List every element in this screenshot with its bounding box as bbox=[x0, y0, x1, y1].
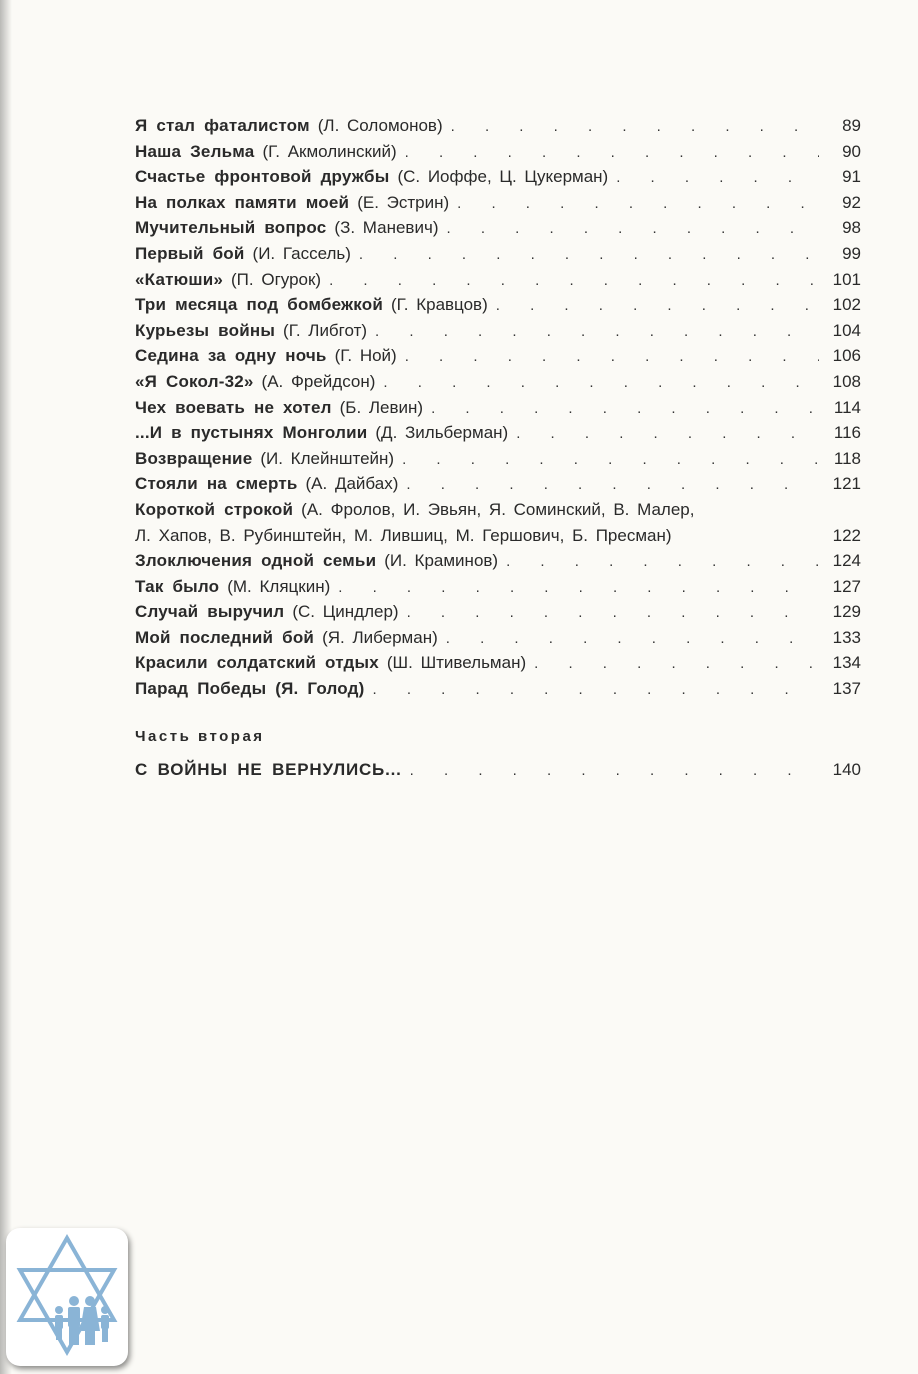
entry-author: (С. Циндлер) bbox=[292, 602, 399, 622]
dot-leader bbox=[616, 169, 819, 186]
dot-leader bbox=[431, 400, 819, 417]
entry-page: 129 bbox=[832, 602, 861, 622]
entry-author: (Г. Акмолинский) bbox=[262, 141, 397, 161]
watermark-logo bbox=[6, 1228, 128, 1366]
dot-leader bbox=[359, 246, 819, 263]
toc-entry bbox=[135, 321, 861, 347]
table-of-contents bbox=[135, 116, 861, 705]
entry-author: (Г. Кравцов) bbox=[390, 295, 488, 315]
entry-author: (С. Иоффе, Ц. Цукерман) bbox=[397, 167, 609, 187]
dot-leader bbox=[383, 374, 819, 391]
entry-author: (Г. Ной) bbox=[334, 346, 397, 366]
entry-title: Короткой строкой bbox=[135, 499, 294, 519]
entry-title: С ВОЙНЫ НЕ ВЕРНУЛИСЬ... bbox=[135, 760, 402, 779]
entry-title: Три месяца под бомбежкой bbox=[135, 295, 383, 315]
toc-entry bbox=[135, 346, 861, 372]
entry-author: (Д. Зильберман) bbox=[375, 423, 509, 443]
dot-leader bbox=[338, 579, 819, 596]
entry-title: Злоключения одной семьи bbox=[135, 551, 377, 571]
entry-page: 114 bbox=[833, 397, 861, 417]
entry-title: На полках памяти моей bbox=[135, 192, 350, 212]
toc-entry bbox=[135, 679, 861, 705]
entry-title: «Катюши» bbox=[135, 269, 224, 289]
star-of-david-family-icon bbox=[6, 1228, 128, 1366]
entry-author: (З. Маневич) bbox=[334, 218, 439, 238]
entry-title: Мучительный вопрос bbox=[135, 218, 327, 238]
part-two-heading: Часть вторая bbox=[135, 728, 265, 745]
entry-page: 98 bbox=[842, 218, 861, 238]
entry-page: 121 bbox=[832, 474, 861, 494]
entry-title: Парад Победы (Я. Голод) bbox=[135, 679, 365, 699]
toc-entry bbox=[135, 142, 861, 168]
toc-entry bbox=[135, 577, 861, 603]
dot-leader bbox=[402, 451, 819, 468]
entry-title: ...И в пустынях Монголии bbox=[135, 423, 368, 443]
entry-page: 101 bbox=[832, 269, 861, 289]
entry-page: 127 bbox=[832, 576, 861, 596]
entry-title: Курьезы войны bbox=[135, 320, 276, 340]
dot-leader bbox=[406, 476, 819, 493]
entry-page: 122 bbox=[832, 525, 861, 545]
dot-leader bbox=[405, 144, 819, 161]
entry-author: (И. Гассель) bbox=[252, 243, 351, 263]
dot-leader bbox=[446, 630, 819, 647]
entry-title: Стояли на смерть bbox=[135, 474, 298, 494]
entry-page: 89 bbox=[842, 116, 861, 135]
entry-author: (А. Дайбах) bbox=[305, 474, 399, 494]
entry-title: Первый бой bbox=[135, 243, 245, 263]
entry-author: (И. Клейнштейн) bbox=[260, 448, 395, 468]
entry-title: Возвращение bbox=[135, 448, 253, 468]
entry-author: (П. Огурок) bbox=[231, 269, 322, 289]
entry-page: 106 bbox=[832, 346, 861, 366]
entry-author: (А. Фрейдсон) bbox=[261, 371, 376, 391]
entry-title: Так было bbox=[135, 576, 220, 596]
entry-page: 140 bbox=[832, 760, 861, 779]
entry-page: 134 bbox=[832, 653, 861, 673]
entry-title: Счастье фронтовой дружбы bbox=[135, 167, 390, 187]
dot-leader bbox=[457, 195, 819, 212]
toc-entry bbox=[135, 474, 861, 500]
entry-title: Мой последний бой bbox=[135, 627, 315, 647]
dot-leader bbox=[534, 655, 819, 672]
entry-author: (И. Краминов) bbox=[384, 551, 499, 571]
entry-title: «Я Сокол-32» bbox=[135, 371, 254, 391]
toc-entry bbox=[135, 449, 861, 475]
entry-title: Седина за одну ночь bbox=[135, 346, 327, 366]
toc-entry bbox=[135, 551, 861, 577]
entry-page: 90 bbox=[842, 141, 861, 161]
dot-leader bbox=[496, 297, 819, 314]
page-edge-shadow bbox=[0, 0, 12, 1374]
toc-entry bbox=[135, 398, 861, 424]
entry-page: 124 bbox=[832, 551, 861, 571]
toc-entry bbox=[135, 244, 861, 270]
dot-leader bbox=[451, 118, 819, 135]
entry-author: (Б. Левин) bbox=[339, 397, 424, 417]
dot-leader bbox=[506, 553, 819, 570]
toc-entry bbox=[135, 372, 861, 398]
entry-page: 116 bbox=[833, 423, 861, 443]
entry-title: Красили солдатский отдых bbox=[135, 653, 379, 673]
toc-entry bbox=[135, 116, 861, 142]
entry-author: (Е. Эстрин) bbox=[357, 192, 450, 212]
entry-author: (А. Фролов, И. Эвьян, Я. Соминский, В. Малер, bbox=[301, 499, 695, 519]
toc-entry bbox=[135, 628, 861, 654]
toc-entry bbox=[135, 167, 861, 193]
entry-page: 118 bbox=[833, 448, 861, 468]
toc-entry bbox=[135, 423, 861, 449]
toc-entry bbox=[135, 602, 861, 628]
entry-author: (Л. Соломонов) bbox=[317, 116, 443, 135]
toc-entry-part-two bbox=[135, 760, 861, 786]
entry-author: (Я. Либерман) bbox=[322, 627, 438, 647]
entry-author-continued: Л. Хапов, В. Рубинштейн, М. Лившиц, М. Гершович, Б. Пресман) bbox=[135, 525, 672, 545]
entry-author: (Г. Либгот) bbox=[283, 320, 368, 340]
dot-leader bbox=[372, 681, 819, 698]
dot-leader bbox=[407, 604, 819, 621]
entry-page: 91 bbox=[842, 167, 861, 187]
entry-page: 99 bbox=[842, 243, 861, 263]
entry-page: 92 bbox=[842, 192, 861, 212]
dot-leader bbox=[410, 762, 819, 779]
entry-title: Случай выручил bbox=[135, 602, 285, 622]
dot-leader bbox=[516, 425, 819, 442]
entry-page: 137 bbox=[832, 679, 861, 699]
toc-entry bbox=[135, 193, 861, 219]
entry-author: (Ш. Штивельман) bbox=[386, 653, 527, 673]
dot-leader bbox=[375, 323, 819, 340]
toc-entry bbox=[135, 295, 861, 321]
toc-entry bbox=[135, 270, 861, 296]
entry-page: 108 bbox=[832, 371, 861, 391]
entry-author: (М. Кляцкин) bbox=[227, 576, 331, 596]
entry-page: 133 bbox=[832, 627, 861, 647]
dot-leader bbox=[446, 220, 819, 237]
toc-entry bbox=[135, 653, 861, 679]
toc-entry-multi-author bbox=[135, 500, 861, 551]
dot-leader bbox=[329, 272, 819, 289]
toc-entry bbox=[135, 218, 861, 244]
entry-title: Наша Зельма bbox=[135, 141, 255, 161]
entry-page: 104 bbox=[832, 320, 861, 340]
entry-title: Я стал фаталистом bbox=[135, 116, 310, 135]
entry-title: Чех воевать не хотел bbox=[135, 397, 332, 417]
dot-leader bbox=[405, 348, 819, 365]
entry-page: 102 bbox=[832, 295, 861, 315]
